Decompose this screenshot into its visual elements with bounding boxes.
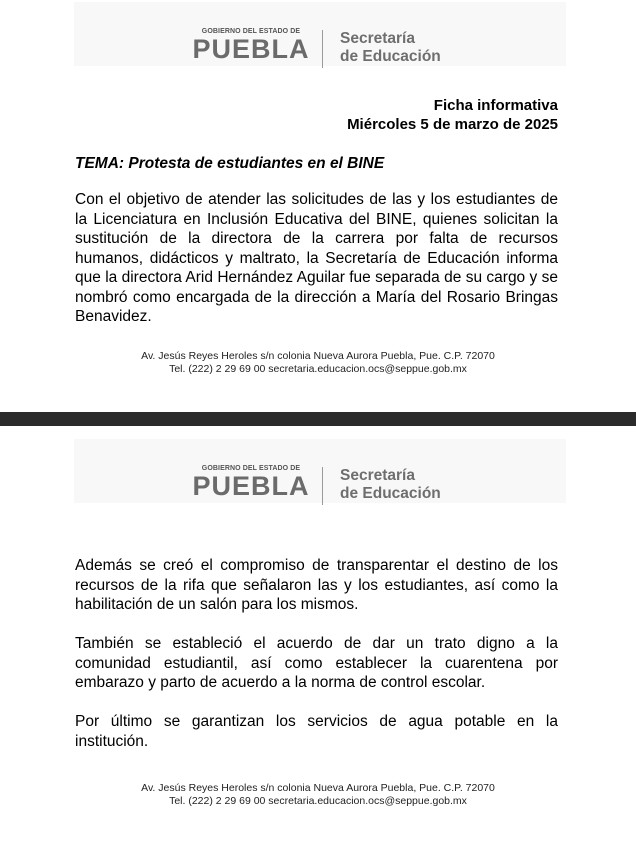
letterhead xyxy=(74,2,566,66)
document-header xyxy=(347,96,558,134)
logo-gov-line: GOBIERNO DEL ESTADO DE xyxy=(201,465,301,472)
department-line-1: Secretaría xyxy=(340,467,415,484)
document-page-1 xyxy=(0,0,636,412)
body-paragraph-1: Además se creó el compromiso de transparentar el destino de los recursos de la rifa que señalaron las y los estudiantes, así como la habilitación de un salón para los mismos. xyxy=(75,557,558,613)
puebla-government-logo xyxy=(192,28,310,68)
logo-gov-line: GOBIERNO DEL ESTADO DE xyxy=(201,28,301,35)
department-line-2: de Educación xyxy=(340,48,441,65)
topic-heading: TEMA: Protesta de estudiantes en el BINE xyxy=(75,155,385,172)
page-separator xyxy=(0,412,636,426)
puebla-government-logo xyxy=(192,465,310,505)
logo-divider xyxy=(322,30,323,68)
document-type: Ficha informativa xyxy=(433,97,558,114)
page-footer xyxy=(0,782,636,808)
department-line-1: Secretaría xyxy=(340,30,415,47)
department-name xyxy=(340,467,441,503)
footer-address: Av. Jesús Reyes Heroles s/n colonia Nueva Aurora Puebla, Pue. C.P. 72070 xyxy=(141,782,495,794)
footer-contact: Tel. (222) 2 29 69 00 secretaria.educacion.ocs@seppue.gob.mx xyxy=(169,795,467,807)
body-paragraph: Con el objetivo de atender las solicitudes de las y los estudiantes de la Licenciatura en Inclusión Educativa del BINE, quienes solicitan la sustitución de la directora de la carrera por falta de recursos humanos, didácticos y maltrato, la Secretaría de Educación informa que la directora Arid Hernández Aguilar fue separada de su cargo y se nombró como encargada de la dirección a María del Rosario Bringas Benavidez. xyxy=(75,191,558,325)
footer-address: Av. Jesús Reyes Heroles s/n colonia Nueva Aurora Puebla, Pue. C.P. 72070 xyxy=(141,350,495,362)
body-paragraph-3: Por último se garantizan los servicios de agua potable en la institución. xyxy=(75,713,558,750)
document-date: Miércoles 5 de marzo de 2025 xyxy=(347,116,558,133)
department-name xyxy=(340,30,441,66)
logo-state-name: PUEBLA xyxy=(192,471,310,501)
footer-contact: Tel. (222) 2 29 69 00 secretaria.educacion.ocs@seppue.gob.mx xyxy=(169,363,467,375)
letterhead xyxy=(74,439,566,503)
logo-state-name: PUEBLA xyxy=(192,34,310,64)
page-footer xyxy=(0,350,636,376)
logo-divider xyxy=(322,467,323,505)
document-page-2 xyxy=(0,426,636,844)
department-line-2: de Educación xyxy=(340,485,441,502)
body-paragraph-2: También se estableció el acuerdo de dar un trato digno a la comunidad estudiantil, así como establecer la cuarentena por embarazo y parto de acuerdo a la norma de control escolar. xyxy=(75,635,558,691)
